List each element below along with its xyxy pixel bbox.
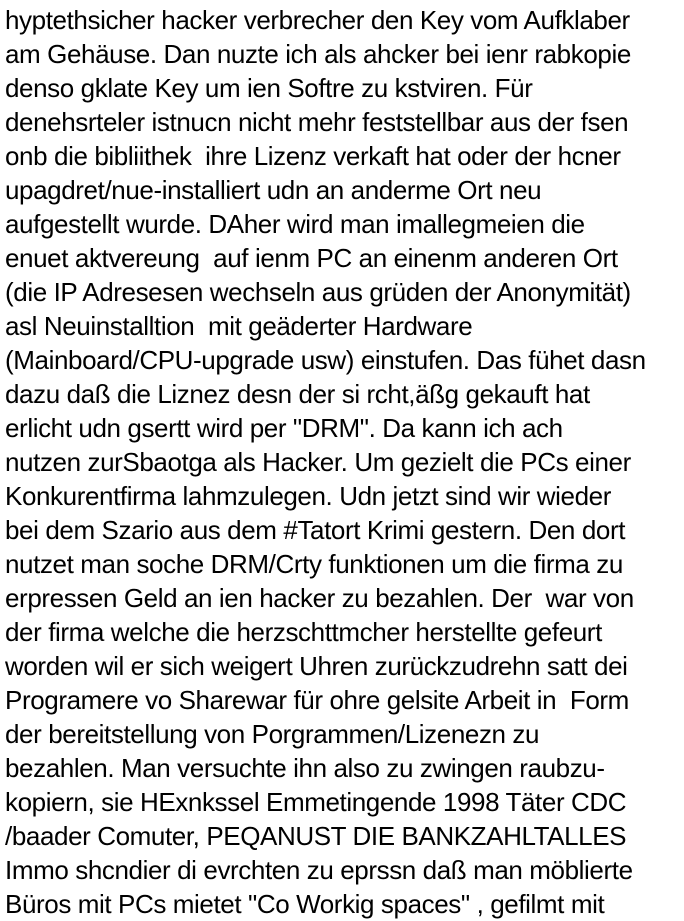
text-line: der firma welche die herzschttmcher herstellte gefeurt (5, 617, 602, 647)
text-line: bezahlen. Man versuchte ihn also zu zwingen raubzu- (5, 753, 605, 783)
text-line: am Gehäuse. Dan nuzte ich als ahcker bei ienr rabkopie (5, 39, 631, 69)
text-line: (Mainboard/CPU-upgrade usw) einstufen. Das fühet dasn (5, 345, 646, 375)
text-line: Büros mit PCs mietet "Co Workig spaces" , gefilmt mit (5, 889, 605, 919)
text-line: Programere vo Sharewar für ohre gelsite Arbeit in Form (5, 685, 629, 715)
text-line: nutzen zurSbaotga als Hacker. Um gezielt die PCs einer (5, 447, 631, 477)
text-line: (die IP Adresesen wechseln aus grüden der Anonymität) (5, 277, 631, 307)
text-line: Immo shcndier di evrchten zu eprssn daß man möblierte (5, 855, 633, 885)
text-line: bei dem Szario aus dem #Tatort Krimi gestern. Den dort (5, 515, 626, 545)
text-line: der bereitstellung von Porgrammen/Lizenezn zu (5, 719, 540, 749)
text-line: denehsrteler istnucn nicht mehr feststellbar aus der fsen (5, 107, 629, 137)
text-line: upagdret/nue-installiert udn an anderme Ort neu (5, 175, 542, 205)
text-line: denso gklate Key um ien Softre zu kstviren. Für (5, 73, 533, 103)
text-line: asl Neuinstalltion mit geäderter Hardware (5, 311, 473, 341)
text-line: erpressen Geld an ien hacker zu bezahlen. Der war von (5, 583, 634, 613)
text-line: Konkurentfirma lahmzulegen. Udn jetzt sind wir wieder (5, 481, 611, 511)
text-line: nutzet man soche DRM/Crty funktionen um die firma zu (5, 549, 623, 579)
text-line: hyptethsicher hacker verbrecher den Key vom Aufklaber (5, 5, 630, 35)
text-line: aufgestellt wurde. DAher wird man imallegmeien die (5, 209, 585, 239)
text-line: /baader Comuter, PEQANUST DIE BANKZAHLTALLES (5, 821, 627, 851)
text-line: dazu daß die Liznez desn der si rcht,äßg gekauft hat (5, 379, 590, 409)
text-line: erlicht udn gsertt wird per "DRM". Da kann ich ach (5, 413, 563, 443)
text-line: kopiern, sie HExnkssel Emmetingende 1998 Täter CDC (5, 787, 627, 817)
text-line: worden wil er sich weigert Uhren zurückzudrehn satt dei (5, 651, 628, 681)
text-line: enuet aktvereung auf ienm PC an einenm anderen Ort (5, 243, 618, 273)
text-line: onb die bibliithek ihre Lizenz verkaft hat oder der hcner (5, 141, 621, 171)
